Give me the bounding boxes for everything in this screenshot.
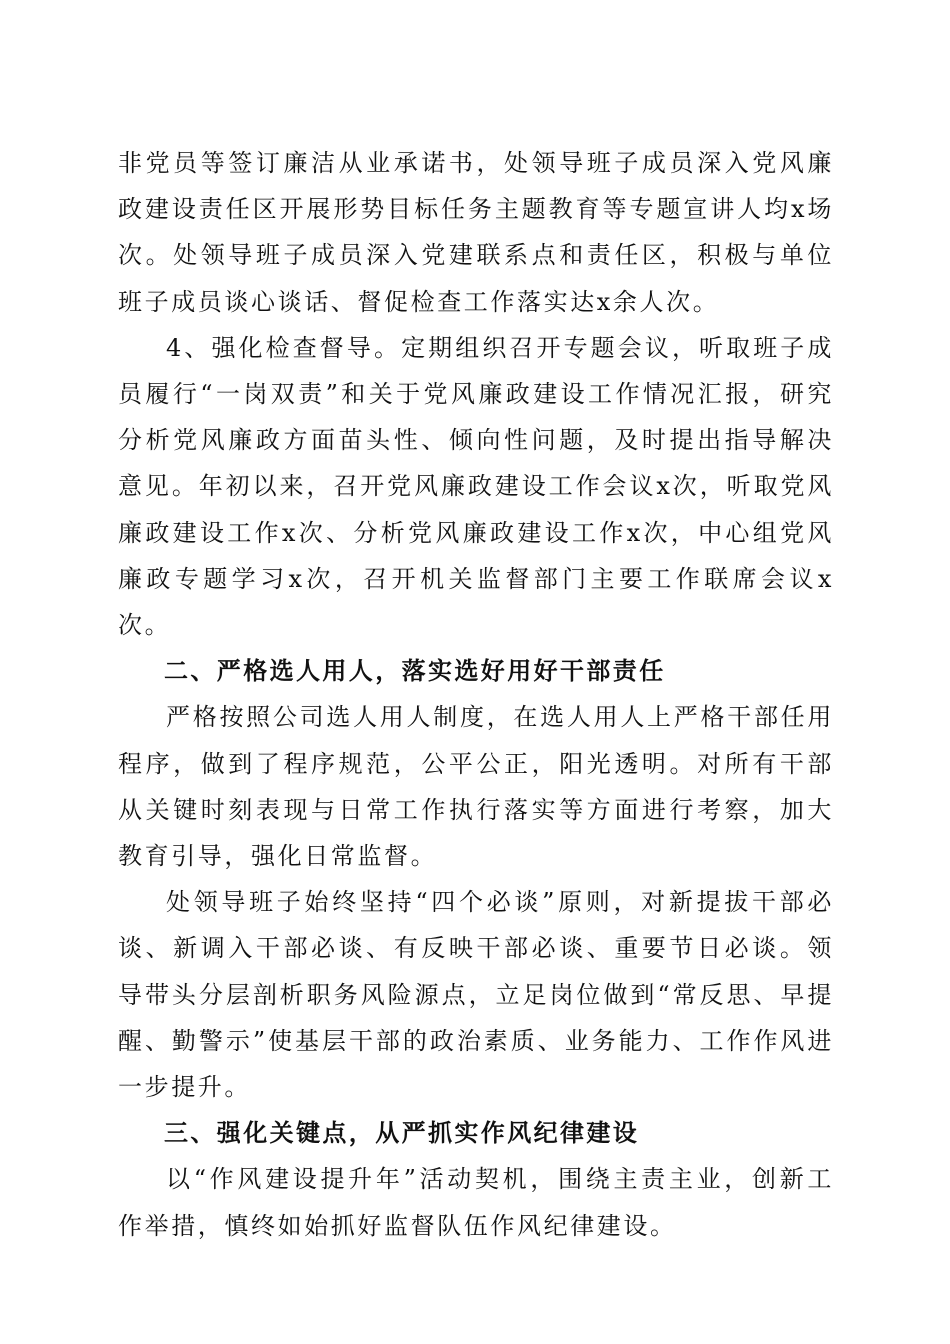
document-body xyxy=(118,140,834,1249)
paragraph-four-talks: 处领导班子始终坚持“四个必谈”原则，对新提拔干部必谈、新调入干部必谈、有反映干部必谈、重要节日必谈。领导带头分层剖析职务风险源点，立足岗位做到“常反思、早提醒、勤警示”使基层干部的政治素质、业务能力、工作作风进一步提升。 xyxy=(118,888,834,1102)
section-heading-cadre-selection: 二、严格选人用人，落实选好用好干部责任 xyxy=(164,657,666,686)
paragraph-continuation: 非党员等签订廉洁从业承诺书，处领导班子成员深入党风廉政建设责任区开展形势目标任务主题教育等专题宣讲人均x场次。处领导班子成员深入党建联系点和责任区，积极与单位班子成员谈心谈话、督促检查工作落实达x余人次。 xyxy=(118,149,834,316)
paragraph-inspection-supervision: 4、强化检查督导。定期组织召开专题会议，听取班子成员履行“一岗双责”和关于党风廉政建设工作情况汇报，研究分析党风廉政方面苗头性、倾向性问题，及时提出指导解决意见。年初以来，召开党风廉政建设工作会议x次，听取党风廉政建设工作x次、分析党风廉政建设工作x次，中心组党风廉政专题学习x次，召开机关监督部门主要工作联席会议x次。 xyxy=(118,333,834,640)
section-heading-work-style: 三、强化关键点，从严抓实作风纪律建设 xyxy=(164,1119,640,1148)
paragraph-work-style-year: 以“作风建设提升年”活动契机，围绕主责主业，创新工作举措，慎终如始抓好监督队伍作风纪律建设。 xyxy=(118,1165,834,1240)
paragraph-selection-system: 严格按照公司选人用人制度，在选人用人上严格干部任用程序，做到了程序规范，公平公正，阳光透明。对所有干部从关键时刻表现与日常工作执行落实等方面进行考察，加大教育引导，强化日常监督。 xyxy=(118,703,834,871)
